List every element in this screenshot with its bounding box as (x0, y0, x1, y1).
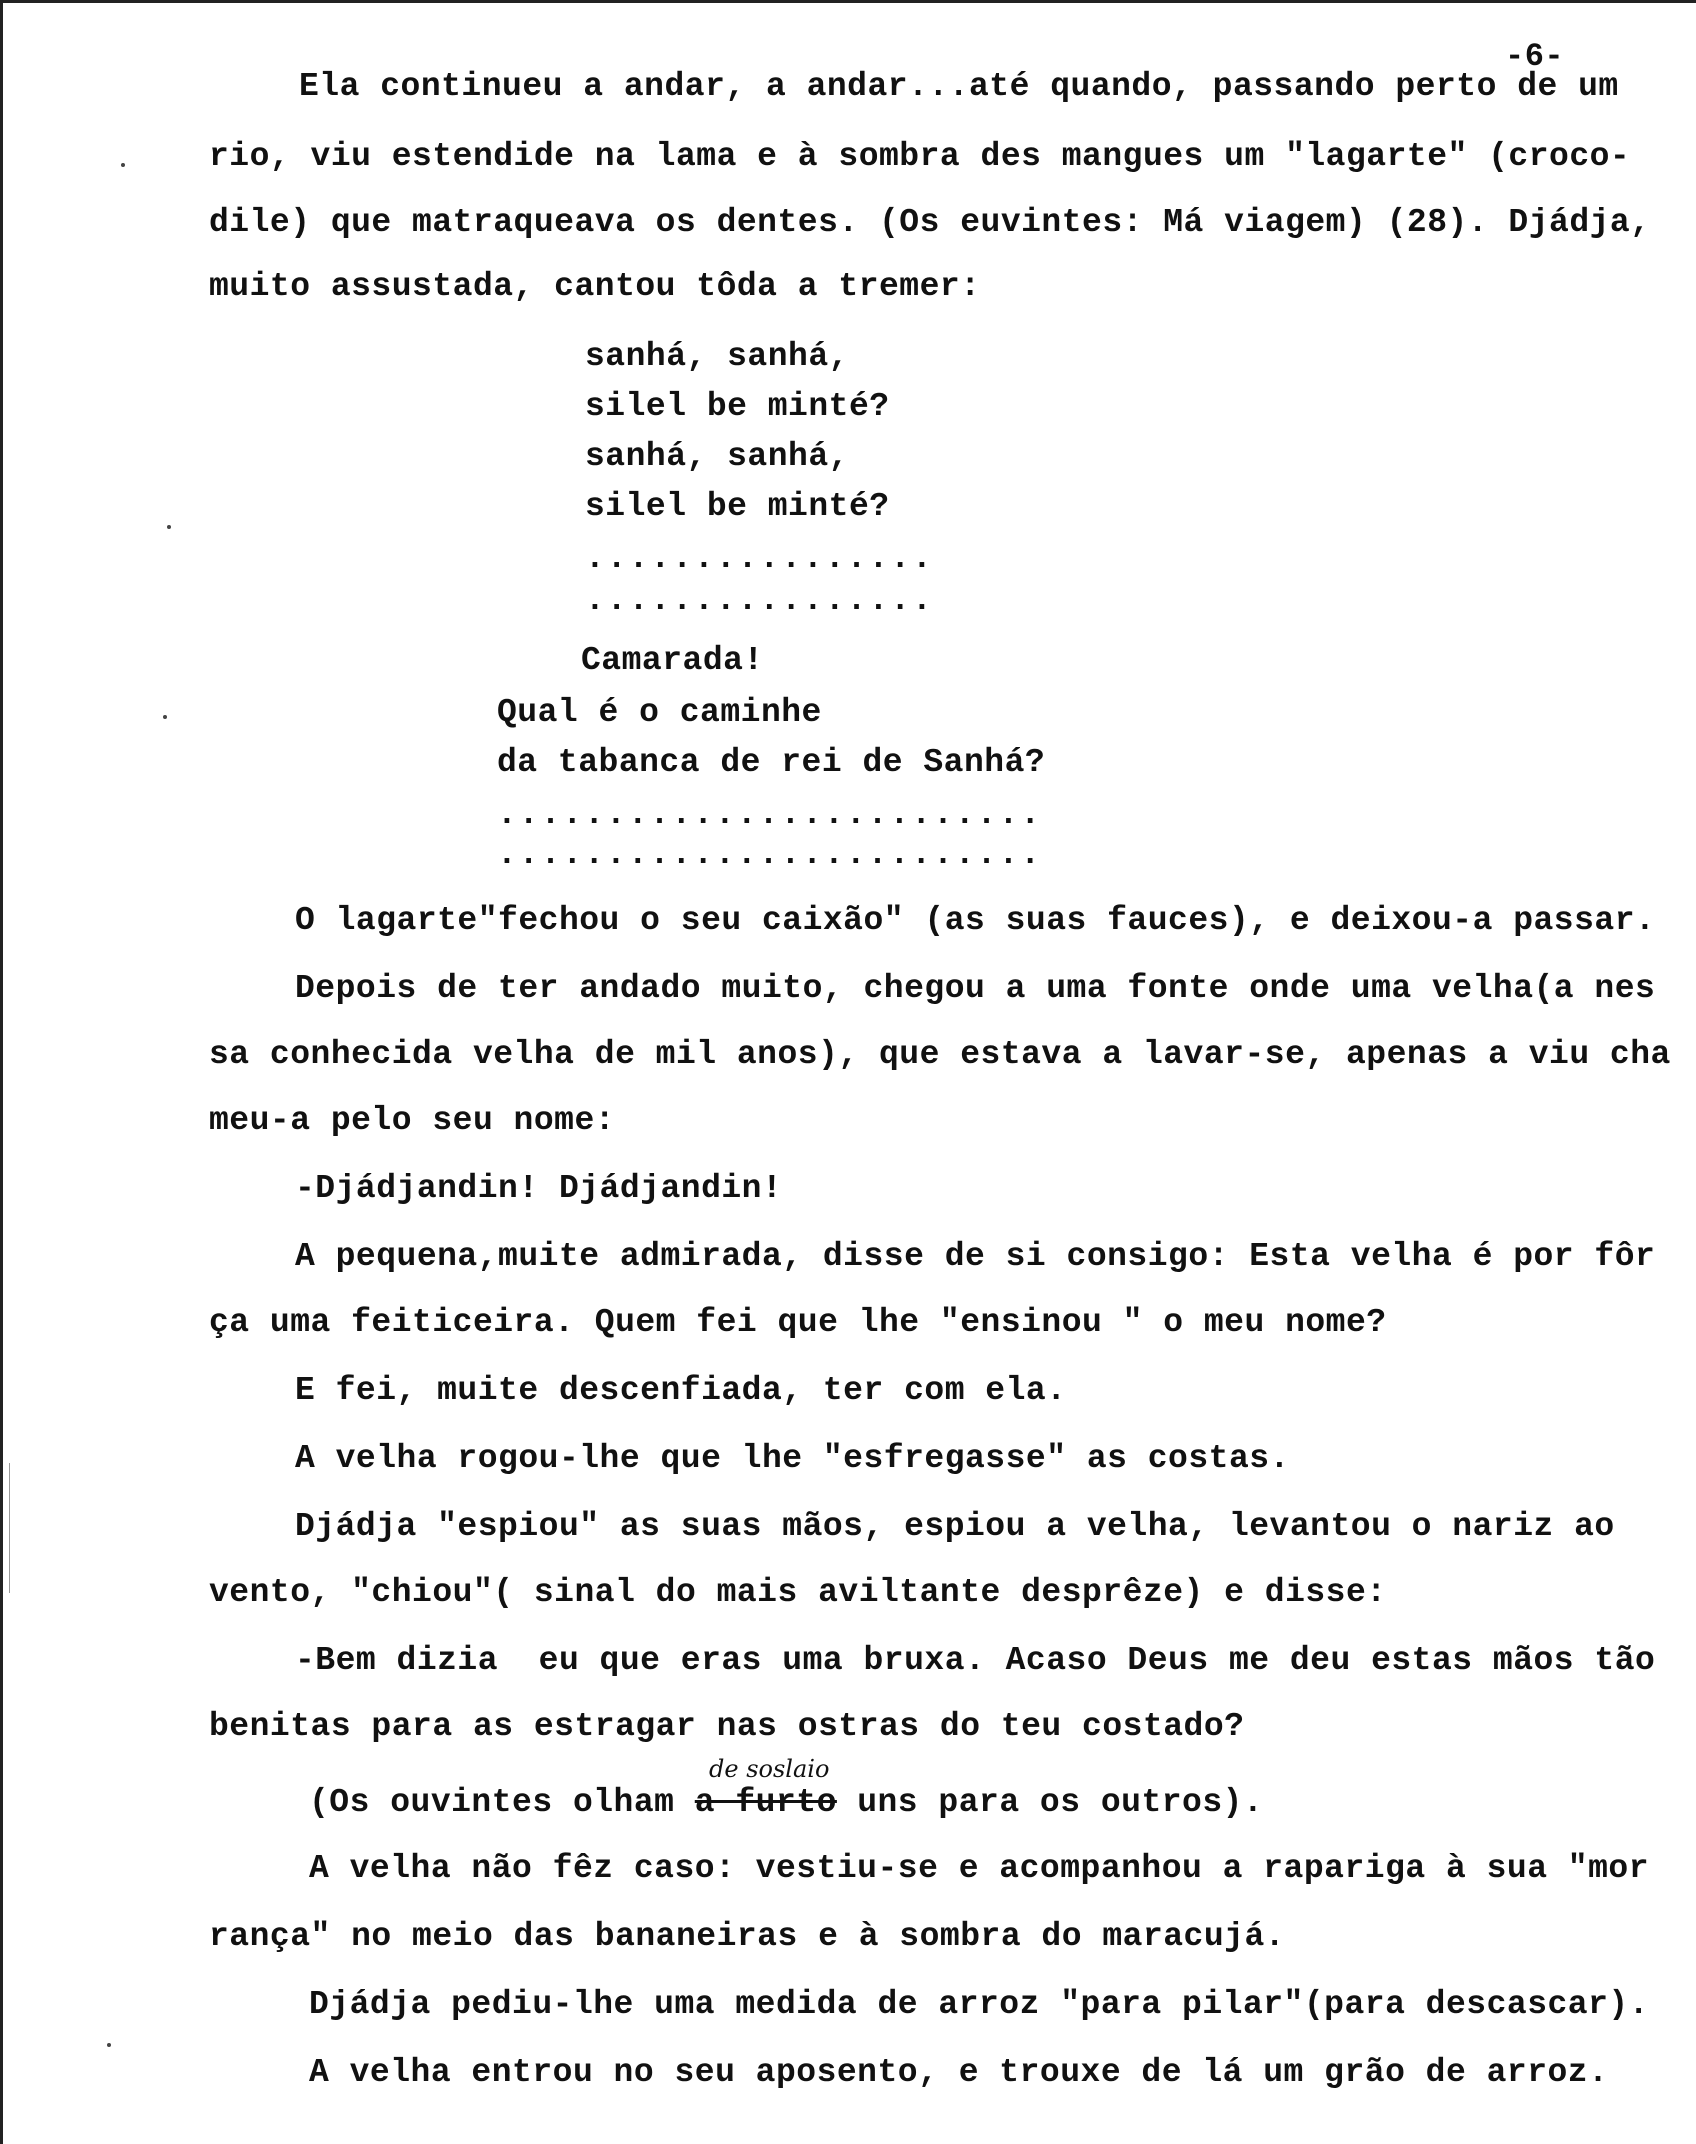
text-line: E fei, muite descenfiada, ter com ela. (295, 1372, 1067, 1409)
paper-speck (121, 163, 125, 167)
text-line: -Djádjandin! Djádjandin! (295, 1170, 783, 1207)
ellipsis-row: ......................... (497, 836, 1043, 873)
text-line: Ela continueu a andar, a andar...até quando, passando perto de um (299, 68, 1619, 105)
song-line: silel be minté? (585, 388, 890, 425)
song-line: da tabanca de rei de Sanhá? (497, 744, 1046, 781)
paper-speck (107, 2043, 111, 2047)
song-line: silel be minté? (585, 488, 890, 525)
text-line: Djádja "espiou" as suas mãos, espiou a velha, levantou o nariz ao (295, 1508, 1615, 1545)
ellipsis-row: ................ (585, 582, 934, 619)
struck-text: a furto (694, 1784, 837, 1821)
song-line: sanhá, sanhá, (585, 438, 849, 475)
text-line: sa conhecida velha de mil anos), que estava a lavar-se, apenas a viu cha (209, 1036, 1671, 1073)
paper-speck (167, 525, 171, 529)
handwritten-correction: de soslaio (709, 1755, 830, 1783)
scan-edge-mark (9, 1463, 10, 1593)
text-line: vento, "chiou"( sinal do mais aviltante desprêze) e disse: (209, 1574, 1387, 1611)
ellipsis-row: ................ (585, 540, 934, 577)
text-line: A pequena,muite admirada, disse de si consigo: Esta velha é por fôr (295, 1238, 1656, 1275)
text-line: Djádja pediu-lhe uma medida de arroz "para pilar"(para descascar). (309, 1986, 1650, 2023)
text-line: muito assustada, cantou tôda a tremer: (209, 268, 981, 305)
text-segment: uns para os outros). (836, 1784, 1264, 1821)
song-line: Qual é o caminhe (497, 694, 822, 731)
text-line: rança" no meio das bananeiras e à sombra do maracujá. (209, 1918, 1286, 1955)
text-line (309, 1783, 1263, 1823)
text-line: O lagarte"fechou o seu caixão" (as suas fauces), e deixou-a passar. (295, 902, 1656, 939)
text-line: A velha rogou-lhe que lhe "esfregasse" as costas. (295, 1440, 1290, 1477)
song-line: Camarada! (581, 642, 764, 679)
text-line: meu-a pelo seu nome: (209, 1102, 616, 1139)
text-line: rio, viu estendide na lama e à sombra des mangues um "lagarte" (croco- (209, 138, 1631, 175)
ellipsis-row: ......................... (497, 796, 1043, 833)
text-line: dile) que matraqueava os dentes. (Os euvintes: Má viagem) (28). Djádja, (209, 204, 1651, 241)
page-number: -6- (1505, 38, 1565, 75)
text-line: A velha não fêz caso: vestiu-se e acompanhou a rapariga à sua "mor (309, 1850, 1650, 1887)
text-segment: (Os ouvintes olham (309, 1784, 695, 1821)
text-line: A velha entrou no seu aposento, e trouxe de lá um grão de arroz. (309, 2054, 1609, 2091)
text-line: -Bem dizia eu que eras uma bruxa. Acaso Deus me deu estas mãos tão (295, 1642, 1656, 1679)
text-line: benitas para as estragar nas ostras do teu costado? (209, 1708, 1245, 1745)
song-line: sanhá, sanhá, (585, 338, 849, 375)
paper-speck (163, 715, 167, 719)
text-line: Depois de ter andado muito, chegou a uma fonte onde uma velha(a nes (295, 970, 1656, 1007)
text-line: ça uma feiticeira. Quem fei que lhe "ensinou " o meu nome? (209, 1304, 1387, 1341)
